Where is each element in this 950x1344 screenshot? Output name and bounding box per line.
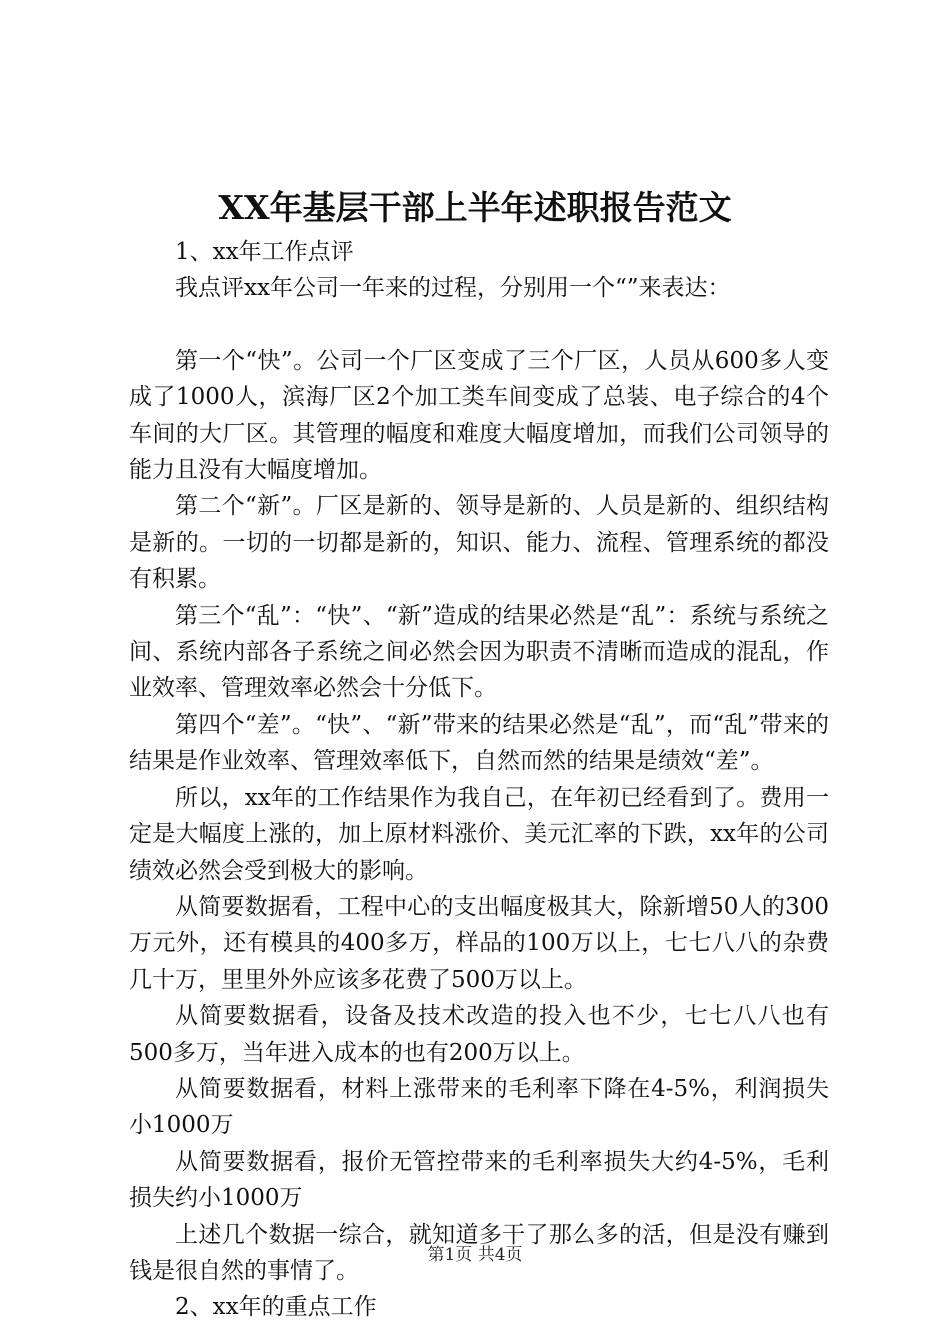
- page-footer: 第1页 共4页: [427, 1245, 523, 1265]
- paragraph-intro: 我点评xx年公司一年来的过程，分别用一个“”来表达：: [175, 275, 731, 302]
- paragraph-conclusion: 所以，xx年的工作结果作为我自己，在年初已经看到了。费用一定是大幅度上涨的，加上原材料涨价、美元汇率的下跌，xx年的公司绩效必然会受到极大的影响。: [129, 784, 829, 884]
- section-heading-1: 1、xx年工作点评: [175, 239, 354, 265]
- paragraph-poor: 第四个“差”。“快”、“新”带来的结果必然是“乱”，而“乱”带来的结果是作业效率、管理效率低下，自然而然的结果是绩效“差”。: [129, 711, 829, 775]
- paragraph-summary: 上述几个数据一综合，就知道多干了那么多的活，但是没有赚到钱是很自然的事情了。: [129, 1221, 829, 1284]
- document-title: XX年基层干部上半年述职报告范文: [218, 188, 732, 227]
- paragraph-equipment-data: 从简要数据看，设备及技术改造的投入也不少，七七八八也有500多万，当年进入成本的也有200万以上。: [129, 1003, 829, 1066]
- blank-line: [129, 307, 829, 343]
- document-body: [129, 234, 829, 1326]
- paragraph-engineering-data: 从简要数据看，工程中心的支出幅度极其大，除新增50人的300万元外，还有模具的400多万，样品的100万以上，七七八八的杂费几十万，里里外外应该多花费了500万以上。: [129, 893, 829, 993]
- paragraph-chaos: 第三个“乱”：“快”、“新”造成的结果必然是“乱”：系统与系统之间、系统内部各子系统之间必然会因为职责不清晰而造成的混乱，作业效率、管理效率必然会十分低下。: [129, 602, 829, 702]
- paragraph-fast: 第一个“快”。公司一个厂区变成了三个厂区，人员从600多人变成了1000人，滨海厂区2个加工类车间变成了总装、电子综合的4个车间的大厂区。其管理的幅度和难度大幅度增加，而我们公司领导的能力且没有大幅度增加。: [129, 347, 829, 484]
- paragraph-new: 第二个“新”。厂区是新的、领导是新的、人员是新的、组织结构是新的。一切的一切都是新的，知识、能力、流程、管理系统的都没有积累。: [129, 493, 829, 593]
- paragraph-quote-data: 从简要数据看，报价无管控带来的毛利率损失大约4-5%，毛利损失约小1000万: [129, 1148, 829, 1212]
- section-heading-2: 2、xx年的重点工作: [175, 1294, 377, 1321]
- paragraph-material-data: 从简要数据看，材料上涨带来的毛利率下降在4-5%，利润损失小1000万: [129, 1075, 829, 1139]
